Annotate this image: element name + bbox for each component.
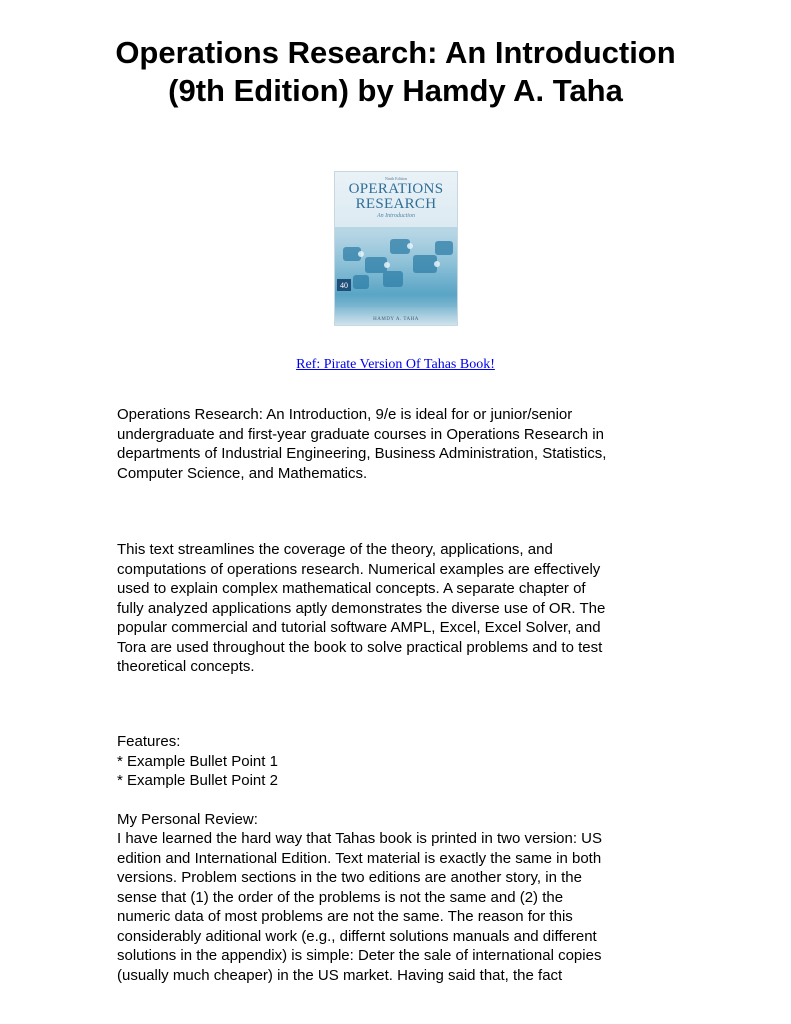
ref-link[interactable]: Ref: Pirate Version Of Tahas Book!	[296, 357, 495, 372]
feature-bullet: * Example Bullet Point 2	[117, 772, 278, 789]
cover-edition: Ninth Edition	[385, 176, 407, 181]
review-label: My Personal Review:	[117, 811, 258, 828]
cover-author: HAMDY A. TAHA	[373, 317, 419, 322]
features-label: Features:	[117, 733, 181, 750]
description-paragraph: This text streamlines the coverage of the theory, applications, and computations of operations research. Numerical examples are effectively used to explain complex mathematical concepts. A separate chapter of fully analyzed applications aptly demonstrates the diverse use of OR. The popular commercial and tutorial software AMPL, Excel, Excel Solver, and Tora are used throughout the book to solve practical problems and to test theoretical concepts.	[117, 541, 606, 675]
book-cover-image	[334, 171, 458, 326]
cover-badge: 40	[340, 281, 348, 290]
intro-paragraph: Operations Research: An Introduction, 9/e is ideal for or junior/senior undergraduate and first-year graduate courses in Operations Research in departments of Industrial Engineering, Business Administration, Statistics, Computer Science, and Mathematics.	[117, 406, 607, 482]
cover-puzzle-art	[335, 227, 458, 307]
cover-subtitle: An Introduction	[377, 213, 415, 219]
review-paragraph: I have learned the hard way that Tahas book is printed in two version: US edition and International Edition. Text material is exactly the same in both versions. Problem sections in the two editions are another story, in the sense that (1) the order of the problems is not the same and (2) the numeric data of most problems are not the same. The reason for this considerably aditional work (e.g., differnt solutions manuals and different solutions in the appendix) is simple: Deter the sale of international copies (usually much cheaper) in the US market. Having said that, the fact	[117, 830, 603, 984]
cover-title-line2: RESEARCH	[355, 196, 437, 212]
features-section	[117, 732, 278, 791]
feature-bullet: * Example Bullet Point 1	[117, 752, 278, 770]
page-title: Operations Research: An Introduction (9th Edition) by Hamdy A. Taha	[115, 35, 676, 108]
cover-title-line1: OPERATIONS	[348, 181, 444, 197]
